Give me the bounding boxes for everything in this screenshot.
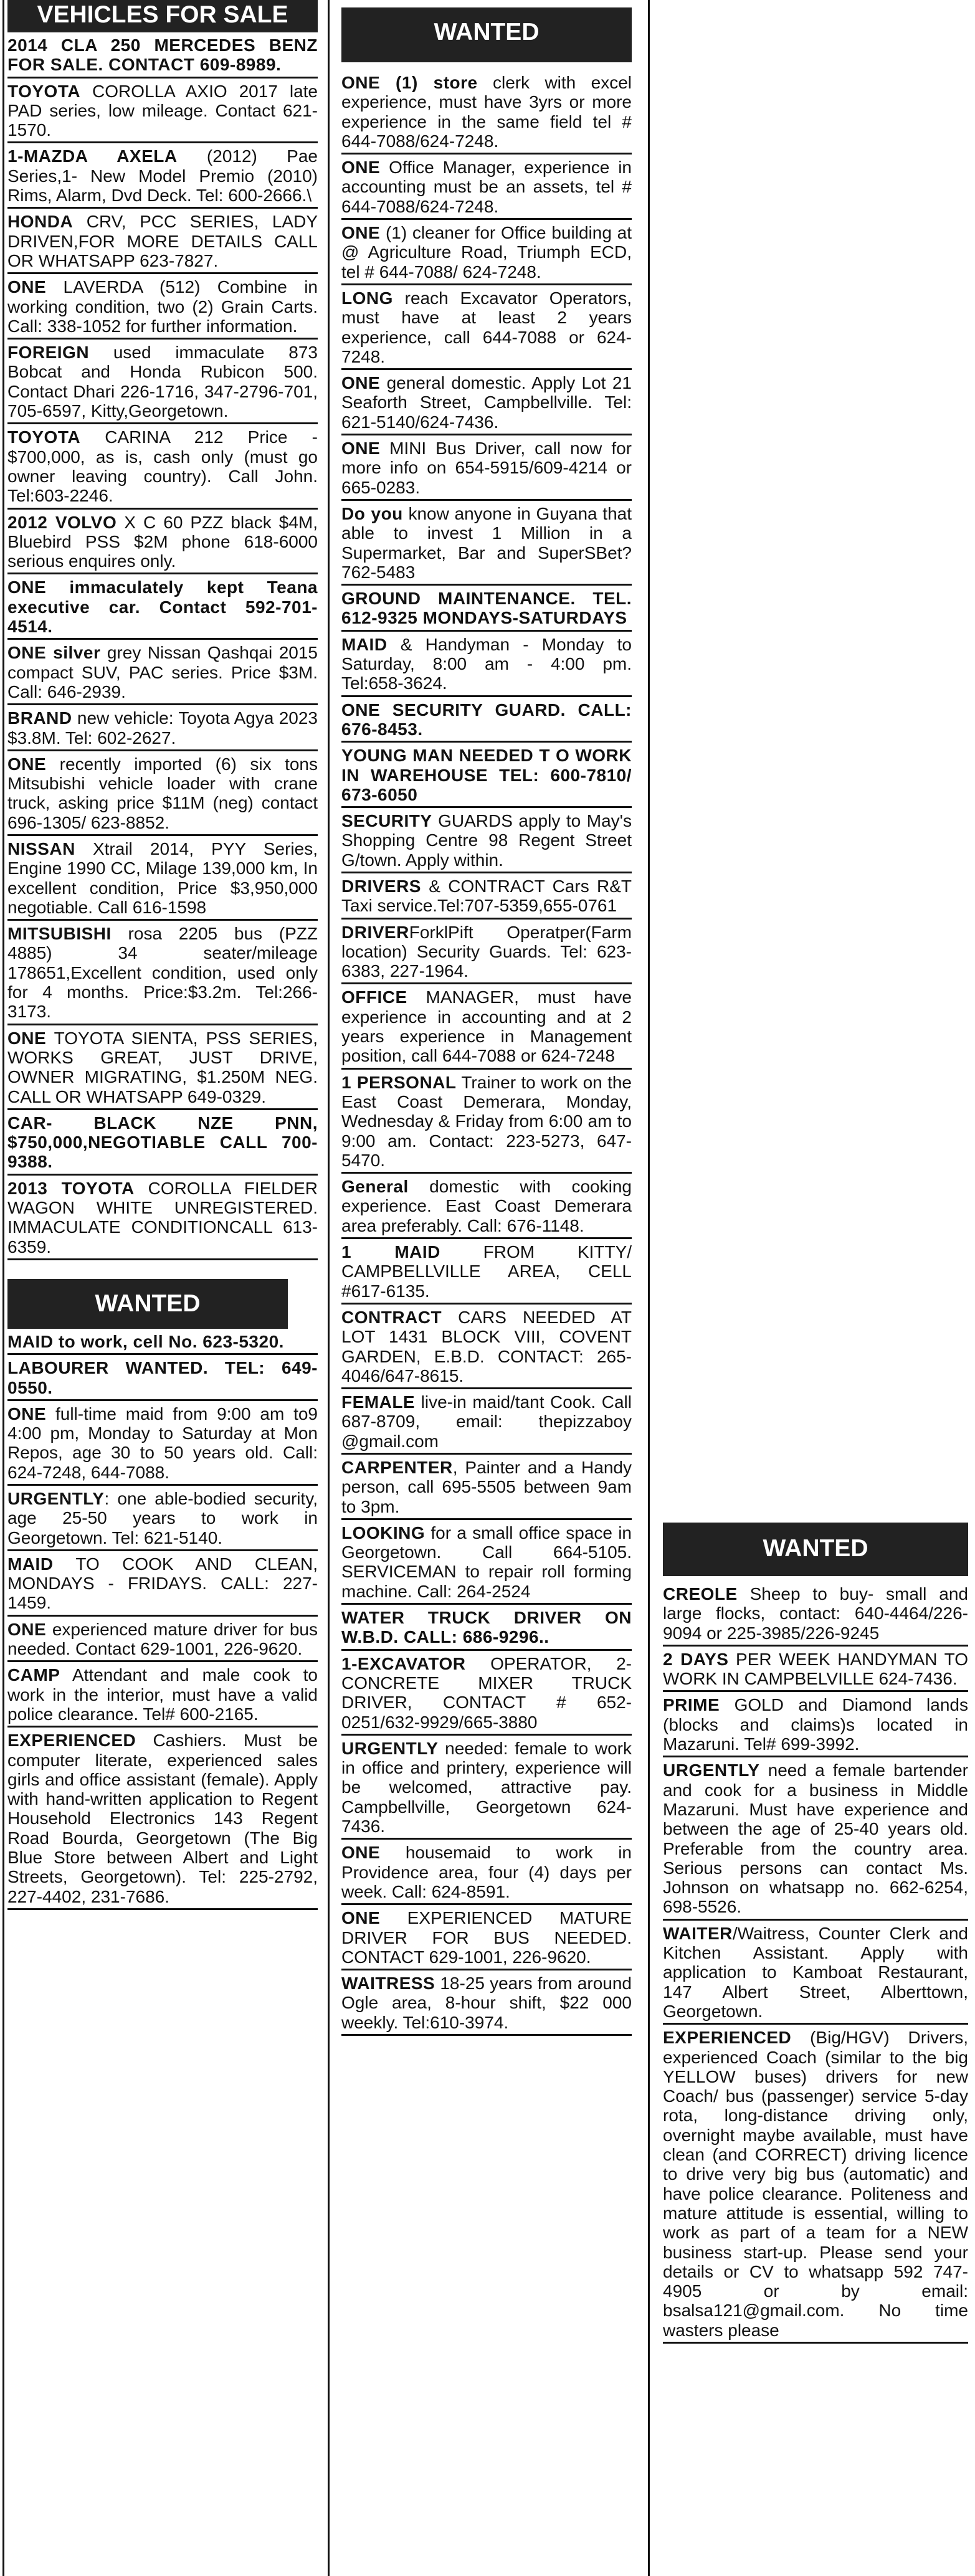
ad-lead: 1-EXCAVATOR <box>341 1653 466 1673</box>
classified-ad <box>7 510 318 575</box>
section-heading-wanted: WANTED <box>7 1279 288 1329</box>
ad-lead: 1-MAZDA AXELA <box>7 146 178 166</box>
column-rule-2 <box>648 0 650 2576</box>
ad-text: domestic with cooking experience. East Coast Demerara area preferably. Call: 676-1148. <box>341 1177 632 1235</box>
classified-ad <box>7 836 318 921</box>
ad-lead: DRIVER <box>341 922 409 942</box>
section-heading-wanted-middle: WANTED <box>341 7 632 62</box>
ad-text: LAVERDA (512) Combine in working condition, two (2) Grain Carts. Call: 338-1052 for further information. <box>7 277 318 336</box>
classified-ad <box>341 154 632 220</box>
ad-lead: CONTRACT <box>341 1307 442 1327</box>
ad-lead: LABOURER WANTED. TEL: 649-0550. <box>7 1358 318 1397</box>
ad-lead: DRIVERS <box>341 876 421 896</box>
ad-lead: ONE <box>7 1404 47 1423</box>
ad-lead: Do you <box>341 503 403 523</box>
ad-text: Trainer to work on the East Coast Demerara, Monday, Wednesday & Friday from 6:00 am to 9:00 am. Contact: 223-5273, 647-5470. <box>341 1072 632 1170</box>
ad-lead: MITSUBISHI <box>7 924 112 944</box>
classified-ad <box>341 1605 632 1651</box>
column-rule-1 <box>328 0 330 2576</box>
ad-text: clerk with excel experience, must have 3yrs or more experience in the same field tel # 644-7088/624-7248. <box>341 73 632 151</box>
ad-lead: TOYOTA <box>7 427 81 447</box>
ad-lead: URGENTLY <box>663 1761 760 1780</box>
ad-lead: ONE <box>341 373 381 393</box>
ad-lead: ONE SECURITY GUARD. CALL: 676-8453. <box>341 700 632 739</box>
ad-lead: NISSAN <box>7 839 75 858</box>
classified-ad <box>341 808 632 873</box>
ad-text: COROLLA AXIO 2017 late PAD series, low mileage. Contact 621-1570. <box>7 81 318 140</box>
ad-lead: 1 PERSONAL <box>341 1072 457 1092</box>
classified-ad <box>341 873 632 920</box>
ad-text: X C 60 PZZ black $4M, Bluebird PSS $2M phone 618-6000 serious enquires only. <box>7 512 318 571</box>
ad-text: need a female bartender and cook for a business in Middle Mazaruni. Must have experience and between the age of 25-40 years old. Preferable from the country area. Serious persons can contact Ms. Johnson on whatsapp no. 662-6254, 698-5526. <box>663 1761 968 1917</box>
ad-text: used immaculate 873 Bobcat and Honda Rubicon 500. Contact Dhari 226-1716, 347-2796-701, 705-6597, Kitty,Georgetown. <box>7 343 318 421</box>
classified-ad <box>341 285 632 370</box>
classified-ad <box>7 921 318 1025</box>
classified-ad <box>7 1110 318 1176</box>
ad-lead: CARPENTER <box>341 1458 453 1477</box>
ad-lead: 2013 TOYOTA <box>7 1178 135 1198</box>
ad-text: rosa 2205 bus (PZZ 4885) 34 seater/mileage 178651,Excellent condition, used only for 4 months. Price:$3.2m. Tel:266-3173. <box>7 924 318 1022</box>
classified-ad <box>341 1651 632 1736</box>
ad-lead: LONG <box>341 288 393 308</box>
ad-lead: WAITRESS <box>341 1974 435 1994</box>
classified-ad <box>341 984 632 1069</box>
ad-lead: CAR- BLACK NZE PNN, $750,000,NEGOTIABLE CALL 700-9388. <box>7 1113 318 1172</box>
classified-ad <box>341 501 632 586</box>
ad-lead: General <box>341 1177 409 1197</box>
ad-lead: YOUNG MAN NEEDED T O WORK IN WAREHOUSE TEL: 600-7810/ 673-6050 <box>341 746 632 804</box>
ad-lead: ONE <box>7 1619 47 1639</box>
ad-lead: ONE <box>341 439 381 459</box>
ad-text: ForklPift Operatper(Farm location) Security Guards. Tel: 623-6383, 227-1964. <box>341 922 632 981</box>
classified-ad <box>7 1551 318 1617</box>
vehicle-ads-list <box>7 32 318 1260</box>
ad-lead: WATER TRUCK DRIVER ON W.B.D. CALL: 686-9296.. <box>341 1608 632 1647</box>
classified-ad <box>663 1921 968 2025</box>
classified-ad <box>341 1840 632 1905</box>
classified-ad <box>7 1486 318 1551</box>
ad-text: FROM KITTY/ CAMPBELLVILLE AREA, CELL #617-6135. <box>341 1242 632 1301</box>
ad-text: general domestic. Apply Lot 21 Seaforth Street, Campbellville. Tel: 621-5140/624-7436. <box>341 373 632 432</box>
ad-text: experienced mature driver for bus needed. Contact 629-1001, 226-9620. <box>7 1619 318 1659</box>
classified-ad <box>7 1176 318 1260</box>
ad-lead: MAID <box>341 634 388 654</box>
ad-lead: EXPERIENCED <box>663 2028 792 2048</box>
ad-lead: LOOKING <box>341 1523 426 1542</box>
ad-text: Attendant and male cook to work in the interior, must have a valid police clearance. Tel# 600-2165. <box>7 1665 318 1724</box>
column-wanted-middle <box>341 0 632 2036</box>
ad-lead: EXPERIENCED <box>7 1731 136 1751</box>
ad-text: reach Excavator Operators, must have at least 2 years experience, call 644-7088 or 624-7248. <box>341 288 632 366</box>
ad-text: know anyone in Guyana that able to invest 1 Million in a Supermarket, Bar and SuperSBet? 762-5483 <box>341 503 632 582</box>
classified-ad <box>341 1174 632 1239</box>
classified-ad <box>7 1355 318 1401</box>
ad-lead: BRAND <box>7 708 72 728</box>
ad-text: Cashiers. Must be computer literate, experienced sales girls and office assistant (female). Apply with hand-written application to Regent Household Electronics 143 Regent Road Bourda, Georgetown (The Big Blue Store between Albert and Light Streets, Georgetown). Tel: 225-2792, 227-4402, 231-7686. <box>7 1731 318 1906</box>
ad-text: (1) cleaner for Office building at @ Agriculture Road, Triumph ECD, tel # 644-7088/ 624-7248. <box>341 223 632 282</box>
ad-lead: MAID <box>7 1554 54 1574</box>
ad-text: TOYOTA SIENTA, PSS SERIES, WORKS GREAT, JUST DRIVE, OWNER MIGRATING, $1.250M NEG. CALL OR WHATSAPP 649-0329. <box>7 1028 318 1106</box>
ad-lead: ONE <box>341 223 381 243</box>
classified-ad <box>7 340 318 424</box>
classified-ad <box>341 586 632 632</box>
ad-text: EXPERIENCED MATURE DRIVER FOR BUS NEEDED. CONTACT 629-1001, 226-9620. <box>341 1908 632 1967</box>
classified-ad <box>341 1970 632 2036</box>
ad-lead: FOREIGN <box>7 343 90 363</box>
column-rule-left <box>2 0 4 2576</box>
ad-lead: ONE <box>341 1843 381 1863</box>
classified-ad <box>7 78 318 144</box>
ad-lead: ONE <box>7 754 47 774</box>
classified-ad <box>341 697 632 743</box>
ad-text: for a small office space in Georgetown. Call 664-5105. SERVICEMAN to repair roll forming machine. Call: 264-2524 <box>341 1523 632 1601</box>
ad-text: recently imported (6) six tons Mitsubishi vehicle loader with crane truck, asking price $11M (neg) contact 696-1305/ 623-8852. <box>7 754 318 832</box>
ad-text: full-time maid from 9:00 am to9 4:00 pm, Monday to Saturday at Mon Repos, age 30 to 50 years old. Call: 624-7248, 644-7088. <box>7 1404 318 1482</box>
classified-ad <box>7 209 318 274</box>
ad-text: CARINA 212 Price - $700,000, as is, cash only (must go owner leaving country). Call John. Tel:603-2246. <box>7 427 318 506</box>
classified-ad <box>7 1662 318 1728</box>
classified-ad <box>7 1329 318 1355</box>
classified-ad <box>7 32 318 78</box>
classified-ad <box>341 220 632 285</box>
ad-text: & Handyman - Monday to Saturday, 8:00 am - 4:00 pm. Tel:658-3624. <box>341 634 632 693</box>
classified-ad <box>341 1736 632 1840</box>
ad-lead: 2012 VOLVO <box>7 512 117 532</box>
classified-ad <box>341 435 632 501</box>
ad-lead: ONE <box>7 1028 47 1048</box>
ad-text: needed: female to work in office and printery, experience will be welcomed, attractive pay. Campbellville, Georgetown 624-7436. <box>341 1738 632 1837</box>
ad-text: housemaid to work in Providence area, four (4) days per week. Call: 624-8591. <box>341 1843 632 1901</box>
ad-text: live-in maid/tant Cook. Call 687-8709, email: thepizzaboy @gmail.com <box>341 1392 632 1451</box>
ad-lead: ONE immaculately kept Teana executive car. Contact 592-701-4514. <box>7 577 318 637</box>
ad-lead: FEMALE <box>341 1392 416 1412</box>
ad-lead: WAITER <box>663 1923 733 1943</box>
ad-text: OPERATOR, 2- CONCRETE MIXER TRUCK DRIVER, CONTACT # 652-0251/632-9929/665-3880 <box>341 1653 632 1732</box>
ad-lead: TOYOTA <box>7 81 81 101</box>
ad-text: CRV, PCC SERIES, LADY DRIVEN,FOR MORE DETAILS CALL OR WHATSAPP 623-7827. <box>7 212 318 270</box>
ad-lead: OFFICE <box>341 987 407 1007</box>
wanted-ads-list-col1 <box>7 1329 318 1910</box>
ad-text: /Waitress, Counter Clerk and Kitchen Assistant. Apply with application to Kamboat Restaurant, 147 Albert Street, Alberttown, Georgetown. <box>663 1923 968 2021</box>
ad-lead: ONE <box>7 277 47 297</box>
classified-ad <box>341 1070 632 1174</box>
ad-lead: 1 MAID <box>341 1242 440 1262</box>
ad-lead: PRIME <box>663 1695 720 1715</box>
classified-ad <box>7 751 318 836</box>
ad-lead: CAMP <box>7 1665 60 1685</box>
ad-text: 18-25 years from around Ogle area, 8-hour shift, $22 000 weekly. Tel:610-3974. <box>341 1974 632 2032</box>
classified-ad <box>7 274 318 340</box>
classified-ad <box>341 1520 632 1605</box>
classified-ad <box>7 1025 318 1110</box>
ad-text: MANAGER, must have experience in accounting and at 2 years experience in Management position, call 644-7088 or 624-7248 <box>341 987 632 1066</box>
classified-ad <box>7 1728 318 1910</box>
classified-ad <box>7 705 318 751</box>
classified-ad <box>7 424 318 509</box>
classified-ad <box>663 1757 968 1920</box>
ad-text: grey Nissan Qashqai 2015 compact SUV, PAC series. Price $3M. Call: 646-2939. <box>7 643 318 701</box>
ad-text: Sheep to buy- small and large flocks, contact: 640-4464/226-9094 or 225-3985/226-9245 <box>663 1584 968 1643</box>
wanted-ads-list-col3 <box>663 1581 968 2344</box>
classified-ad <box>341 70 632 154</box>
ad-lead: SECURITY <box>341 811 432 831</box>
wanted-ads-list-col2 <box>341 70 632 2036</box>
ad-text: & CONTRACT Cars R&T Taxi service.Tel:707-5359,655-0761 <box>341 876 632 916</box>
ad-lead: URGENTLY <box>341 1738 439 1758</box>
ad-text: , Painter and a Handy person, call 695-5505 between 9am to 3pm. <box>341 1458 632 1516</box>
classified-ad <box>341 1239 632 1305</box>
classified-ad <box>7 1617 318 1663</box>
classified-ad <box>663 2025 968 2344</box>
ad-text: GOLD and Diamond lands (blocks and claims)s located in Mazaruni. Tel# 699-3992. <box>663 1695 968 1754</box>
classified-ad <box>341 920 632 985</box>
ad-lead: ONE <box>341 158 381 178</box>
classified-ad <box>7 143 318 209</box>
ad-text: : one able-bodied security, age 25-50 years to work in Georgetown. Tel: 621-5140. <box>7 1489 318 1547</box>
ad-lead: ONE <box>341 1908 381 1928</box>
classified-ad <box>7 1401 318 1486</box>
ad-lead: ONE silver <box>7 643 101 663</box>
classified-ad <box>663 1647 968 1693</box>
ad-lead: 2014 CLA 250 MERCEDES BENZ FOR SALE. CONTACT 609-8989. <box>7 36 318 75</box>
ad-text: PER WEEK HANDYMAN TO WORK IN CAMPBELVILLE 624-7436. <box>663 1649 969 1689</box>
ad-text: CARS NEEDED AT LOT 1431 BLOCK VIII, COVENT GARDEN, E.B.D. CONTACT: 265-4046/647-8615. <box>341 1307 632 1385</box>
ad-text: TO COOK AND CLEAN, MONDAYS - FRIDAYS. CALL: 227-1459. <box>7 1554 318 1613</box>
section-heading-vehicles-for-sale: VEHICLES FOR SALE <box>7 0 318 32</box>
classified-ad <box>341 1455 632 1520</box>
classified-ad <box>7 574 318 640</box>
ad-text: Xtrail 2014, PYY Series, Engine 1990 CC, Milage 139,000 km, In excellent condition, Price $3,950,000 negotiable. Call 616-1598 <box>7 839 318 917</box>
classified-ad <box>7 640 318 705</box>
column-vehicles-and-wanted <box>7 0 318 1910</box>
column-wanted-right <box>663 1523 968 2344</box>
ad-text: (Big/HGV) Drivers, experienced Coach (similar to the big YELLOW buses) drivers for new Coach/ bus (passenger) service 5-day rota, long-distance driving only, overnight maybe available, must have clean (and CORRECT) driving licence to drive very big bus (automatic) and have police clearance. Politeness and mature attitude is essential, willing to work as part of a team for a NEW business start-up. Please send your details or CV to whatsapp 592 747-4905 or by email: bsalsa121@gmail.com. No time wasters please <box>663 2028 968 2340</box>
classified-ad <box>341 370 632 435</box>
ad-lead: 2 DAYS <box>663 1649 729 1669</box>
ad-lead: HONDA <box>7 212 74 232</box>
ad-text: new vehicle: Toyota Agya 2023 $3.8M. Tel: 602-2627. <box>7 708 318 748</box>
ad-text: GUARDS apply to May's Shopping Centre 98 Regent Street G/town. Apply within. <box>341 811 632 870</box>
classified-ad <box>341 632 632 697</box>
ad-text: Office Manager, experience in accounting must be an assets, tel # 644-7088/624-7248. <box>341 158 632 216</box>
classified-ad <box>341 1305 632 1389</box>
ad-text: COROLLA FIELDER WAGON WHITE UNREGISTERED. IMMACULATE CONDITIONCALL 613-6359. <box>7 1178 318 1257</box>
ad-lead: URGENTLY <box>7 1489 105 1508</box>
classified-ad <box>341 1905 632 1970</box>
ad-lead: MAID to work, cell No. 623-5320. <box>7 1331 284 1351</box>
ad-text: (2012) Pae Series,1- New Model Premio (2010) Rims, Alarm, Dvd Deck. Tel: 600-2666.\ <box>7 146 318 206</box>
section-heading-wanted-right: WANTED <box>663 1523 968 1576</box>
classified-ad <box>663 1692 968 1757</box>
classified-ad <box>341 743 632 808</box>
ad-lead: CREOLE <box>663 1584 738 1604</box>
classified-ad <box>663 1581 968 1647</box>
ad-text: MINI Bus Driver, call now for more info on 654-5915/609-4214 or 665-0283. <box>341 439 632 497</box>
classified-ad <box>341 1389 632 1455</box>
ad-lead: GROUND MAINTENANCE. TEL. 612-9325 MONDAYS-SATURDAYS <box>341 589 632 628</box>
ad-lead: ONE (1) store <box>341 73 478 92</box>
